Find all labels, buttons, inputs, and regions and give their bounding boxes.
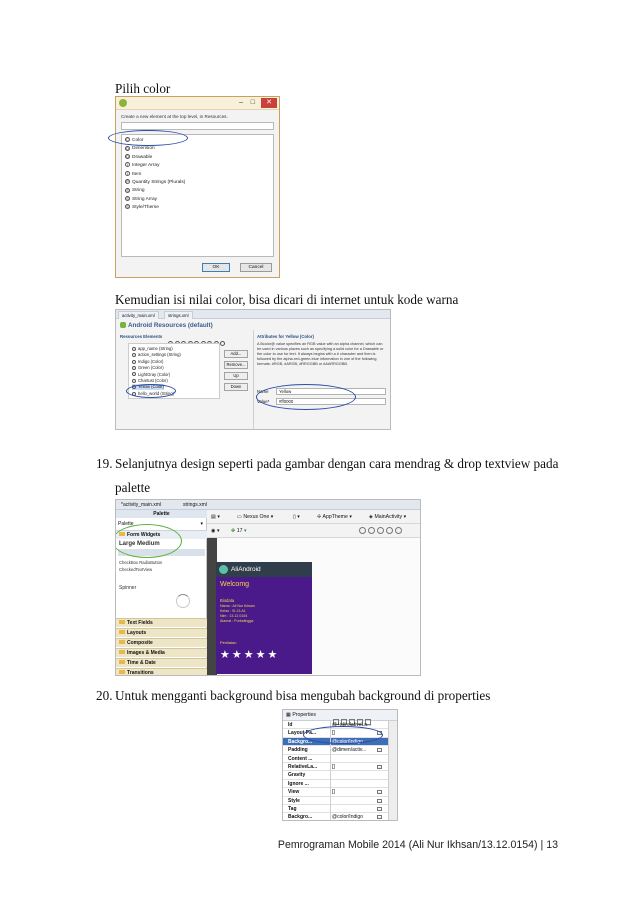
resource-element-label: app_name (String) — [138, 346, 173, 351]
resource-item-icon — [132, 379, 136, 383]
spinner-widget[interactable]: Spinner — [119, 585, 137, 591]
color-description: A Bcolor@ value specifies an RGB value with an alpha channel, which can be used in various places such as specifying a solid color for a Drawable or the color to use for text. It always begins with a # character and then is followed by the alpha-red-green-blue information in one of the following formats: #RGB, #ARGB, #RRGGBB or #AARRGGBB. — [257, 342, 384, 366]
element-list-item-label: Dimension — [132, 146, 155, 152]
resource-type-icon: D — [126, 155, 129, 160]
plurals-icon[interactable] — [220, 341, 225, 346]
ellipsis-button[interactable]: … — [378, 815, 381, 820]
element-list-item-label: Color — [132, 138, 144, 143]
app-title: AliAndroid — [231, 566, 261, 573]
rating-label[interactable]: Penilaian — [220, 640, 237, 645]
section-label: Transitions — [127, 670, 154, 676]
properties-tab[interactable]: ▦ Properties — [286, 712, 316, 718]
element-list-item[interactable] — [125, 171, 141, 179]
resource-item-icon — [132, 353, 136, 357]
new-element-dialog — [115, 96, 280, 278]
globe-icon[interactable]: ◉ ▾ — [211, 528, 220, 534]
page-footer: Pemrograman Mobile 2014 (Ali Nur Ikhsan/13.12.0154) | 13 — [277, 839, 558, 851]
property-name: Backgro... — [288, 814, 313, 821]
element-list-item-label: Style/Theme — [132, 205, 159, 211]
resource-type-icon: C — [126, 138, 129, 143]
element-list-item-label: String — [132, 188, 145, 194]
section-images-media[interactable] — [116, 648, 207, 657]
property-name: Ignore ... — [288, 780, 309, 787]
section-time-date[interactable] — [116, 658, 207, 667]
property-name: Id — [288, 722, 293, 728]
tab-strings[interactable]: strings.xml — [183, 502, 207, 508]
up-button[interactable]: Up — [224, 372, 248, 380]
palette-dropdown-label: Palette — [118, 521, 134, 527]
resource-item-icon — [132, 347, 136, 351]
info-line[interactable]: Biodata — [220, 598, 235, 603]
rating-stars[interactable]: ★★★★★ — [220, 649, 280, 661]
zoom-actual-icon[interactable] — [386, 527, 393, 534]
property-name: Layout Pa... — [288, 730, 317, 737]
resource-type-icon: S — [126, 205, 129, 210]
layout-designer — [115, 499, 421, 676]
section-composite[interactable] — [116, 638, 207, 647]
api-selector[interactable]: ✤ 17 ▾ — [231, 528, 247, 534]
element-list-item[interactable] — [125, 154, 152, 162]
activity-selector[interactable]: ◈ MainActivity ▾ — [369, 514, 407, 520]
app-icon — [119, 99, 127, 107]
android-icon — [120, 322, 126, 328]
app-actionbar — [216, 562, 312, 577]
remove-button[interactable]: Remove... — [224, 361, 248, 369]
dialog-titlebar — [116, 97, 279, 110]
orientation-icon[interactable]: ▯ ▾ — [293, 514, 300, 520]
resource-type-icon: S — [126, 197, 129, 202]
ellipsis-button[interactable]: … — [378, 807, 381, 811]
zoom-reset-icon[interactable] — [395, 527, 402, 534]
large-medium-text[interactable]: Large Medium — [119, 541, 160, 547]
zoom-out-icon[interactable] — [368, 527, 375, 534]
chevron-down-icon: ▾ — [200, 521, 203, 527]
maximize-icon[interactable]: □ — [250, 99, 255, 106]
resource-type-icon: I — [125, 171, 130, 176]
section-text-fields[interactable] — [116, 618, 207, 627]
property-row[interactable] — [283, 813, 398, 821]
scrollbar[interactable] — [388, 721, 397, 821]
resource-type-icon: D — [126, 146, 129, 151]
property-name: Style — [288, 797, 300, 804]
checkbox-widget[interactable]: CheckBox RadioButton — [119, 560, 163, 565]
resource-element-item[interactable] — [132, 352, 181, 358]
property-row[interactable] — [283, 771, 398, 779]
property-value: @dimen/activ... — [332, 747, 367, 754]
resource-element-item[interactable] — [132, 346, 173, 352]
editor-tabbar — [116, 310, 390, 319]
resource-element-label: LightGray (Color) — [138, 371, 171, 377]
palette-title: Palette — [116, 510, 207, 518]
resources-header-text: Android Resources (default) — [128, 322, 213, 329]
close-icon[interactable]: ✕ — [261, 98, 277, 108]
highlight-ring — [115, 524, 182, 558]
folder-icon — [119, 670, 125, 674]
device-preview[interactable] — [216, 562, 312, 674]
element-list-item[interactable] — [125, 162, 159, 170]
device-label: Nexus One — [243, 514, 270, 520]
value-label: Value* — [257, 399, 270, 404]
item-19-line2: palette — [115, 480, 151, 495]
value-field[interactable]: #ff0000 — [276, 398, 386, 405]
name-label: Name — [257, 389, 269, 394]
tab-strings[interactable]: strings.xml — [164, 311, 193, 319]
name-field[interactable]: Yellow — [276, 388, 386, 395]
item-19-number: 19. — [96, 456, 113, 471]
config-icon[interactable]: ▤ ▾ — [211, 514, 220, 520]
resource-element-label: Indigo (Color) — [138, 358, 164, 364]
item-20-number: 20. — [96, 688, 113, 703]
property-name: Gravity — [288, 772, 306, 779]
property-name: Tag — [288, 806, 297, 812]
properties-toolbar — [283, 710, 398, 721]
item-20-text: Untuk mengganti background bisa mengubah background di properties — [115, 688, 491, 703]
folder-icon — [119, 620, 125, 624]
resource-element-label: Chartust (Color) — [138, 378, 168, 383]
property-name: View — [288, 789, 300, 796]
property-value: @+id/relativeLa... — [332, 722, 372, 728]
property-row[interactable] — [283, 805, 398, 813]
folder-icon — [119, 650, 125, 654]
resource-element-item[interactable] — [132, 359, 163, 365]
property-row[interactable] — [283, 763, 398, 771]
element-list-item[interactable] — [125, 179, 185, 187]
ok-button[interactable]: OK — [202, 263, 230, 272]
info-line[interactable]: Nama : Ali Nur Ikhsan — [220, 604, 255, 608]
ellipsis-button[interactable]: … — [378, 765, 381, 769]
element-list-item[interactable] — [125, 145, 155, 153]
section-label: Images & Media — [127, 650, 165, 656]
property-value: @color/Indigo — [332, 738, 363, 745]
filter-input[interactable] — [121, 122, 274, 130]
property-value: [] — [332, 789, 335, 796]
resource-item-icon — [132, 366, 136, 370]
section-label: Form Widgets — [127, 532, 161, 538]
properties-tab-label: Properties — [292, 712, 316, 718]
resources-header — [120, 322, 213, 329]
step-pilih-color: Pilih color — [115, 81, 171, 96]
zoom-in-icon[interactable] — [359, 527, 366, 534]
designer-toolbar — [207, 510, 421, 524]
resource-item-icon — [132, 372, 136, 376]
property-row[interactable] — [283, 755, 398, 763]
property-row[interactable] — [283, 788, 398, 796]
element-list-item-label: Item — [132, 171, 142, 177]
section-label: Text Fields — [127, 620, 153, 626]
folder-icon — [119, 660, 125, 664]
resource-element-item[interactable] — [132, 372, 170, 378]
ellipsis-button[interactable]: … — [378, 790, 381, 795]
theme-selector[interactable]: ✢ AppTheme ▾ — [317, 514, 352, 520]
resource-element-label: hello_world (String) — [138, 390, 175, 396]
section-label: Layouts — [127, 630, 147, 636]
folder-icon — [119, 630, 125, 634]
info-line[interactable]: Alamat : Purbalingga — [220, 619, 254, 623]
welcome-text[interactable]: Welcomg — [220, 581, 250, 588]
property-name: RelativeLa... — [288, 764, 318, 770]
section-transitions[interactable] — [116, 668, 207, 676]
property-row[interactable] — [283, 746, 398, 754]
ellipsis-button[interactable]: … — [378, 748, 381, 753]
resource-type-icon: P — [126, 180, 129, 185]
ellipsis-button[interactable]: … — [378, 798, 381, 803]
resource-element-label: action_settings (String) — [138, 352, 181, 358]
down-button[interactable]: Down — [224, 383, 248, 391]
resource-element-item[interactable] — [132, 365, 164, 371]
section-layouts[interactable] — [116, 628, 207, 637]
tab-activity-main[interactable]: activity_main.xml — [118, 311, 159, 319]
properties-panel — [282, 709, 398, 821]
highlight-ring — [303, 726, 383, 744]
property-value: [] — [332, 764, 335, 770]
resource-element-label: Green (Color) — [138, 365, 164, 371]
property-value: [] — [332, 730, 335, 737]
resource-item-icon — [132, 360, 136, 364]
item-19-line1: Selanjutnya design seperti pada gambar dengan cara mendrag & drop textview pada — [115, 456, 559, 471]
progressbar-widget[interactable] — [176, 594, 190, 608]
checked-textview-widget[interactable]: CheckedTextView — [119, 567, 153, 572]
zoom-controls[interactable] — [357, 527, 402, 537]
minimize-icon[interactable]: – — [239, 99, 243, 106]
tab-activity-main[interactable]: *activity_main.xml — [121, 502, 162, 508]
property-name: Content ... — [288, 755, 313, 762]
info-line[interactable]: Nim : 13.12.0154 — [220, 614, 248, 618]
property-row[interactable] — [283, 797, 398, 805]
activity-label: MainActivity — [374, 514, 403, 520]
element-list-item-label: String Array — [132, 196, 158, 202]
device-selector[interactable]: ▭ Nexus One ▾ — [237, 514, 274, 520]
android-resources-editor — [115, 309, 391, 430]
pane-divider — [253, 330, 254, 430]
cancel-button[interactable]: Cancel — [240, 263, 272, 272]
step-isi-nilai: Kemudian isi nilai color, bisa dicari di internet untuk kode warna — [115, 292, 459, 307]
designer-tabbar — [116, 500, 421, 510]
highlight-ring — [126, 384, 176, 398]
elements-heading: Resources Elements — [120, 334, 163, 339]
highlight-ring — [256, 384, 356, 410]
element-list-item[interactable] — [125, 204, 159, 212]
add-button[interactable]: Add... — [224, 350, 248, 358]
info-line[interactable]: Kelas : SI.13.A1 — [220, 609, 246, 613]
property-name: Padding — [288, 747, 308, 754]
app-logo-icon — [219, 565, 228, 574]
highlight-ring — [108, 130, 188, 146]
designer-toolbar-2 — [207, 524, 421, 538]
ellipsis-button[interactable]: … — [378, 731, 381, 736]
element-list-item[interactable] — [125, 196, 157, 204]
property-row[interactable] — [283, 780, 398, 788]
attributes-heading: Attributes for Yellow (Color) — [257, 334, 314, 339]
section-label: Time & Date — [127, 660, 156, 666]
element-list — [121, 134, 274, 257]
api-label: 17 — [236, 528, 243, 534]
resource-type-icon: S — [126, 188, 129, 193]
property-value: @color/Indigo — [332, 814, 363, 821]
property-name: Backgro... — [288, 738, 313, 745]
element-list-item-label: Drawable — [132, 154, 153, 160]
theme-label: AppTheme — [322, 514, 348, 520]
element-list-item-label: Integer Array — [132, 163, 160, 169]
resource-type-icon: I — [125, 162, 130, 167]
element-list-item-label: Quantity Strings (Plurals) — [132, 180, 186, 185]
folder-icon — [119, 640, 125, 644]
palette-panel — [116, 510, 207, 676]
section-label: Composite — [127, 640, 153, 646]
dialog-prompt: Create a new element at the top level, in Resources. — [121, 114, 228, 119]
resource-element-label: Yellow (Color) — [138, 384, 164, 390]
element-list-item[interactable] — [125, 187, 145, 195]
zoom-fit-icon[interactable] — [377, 527, 384, 534]
